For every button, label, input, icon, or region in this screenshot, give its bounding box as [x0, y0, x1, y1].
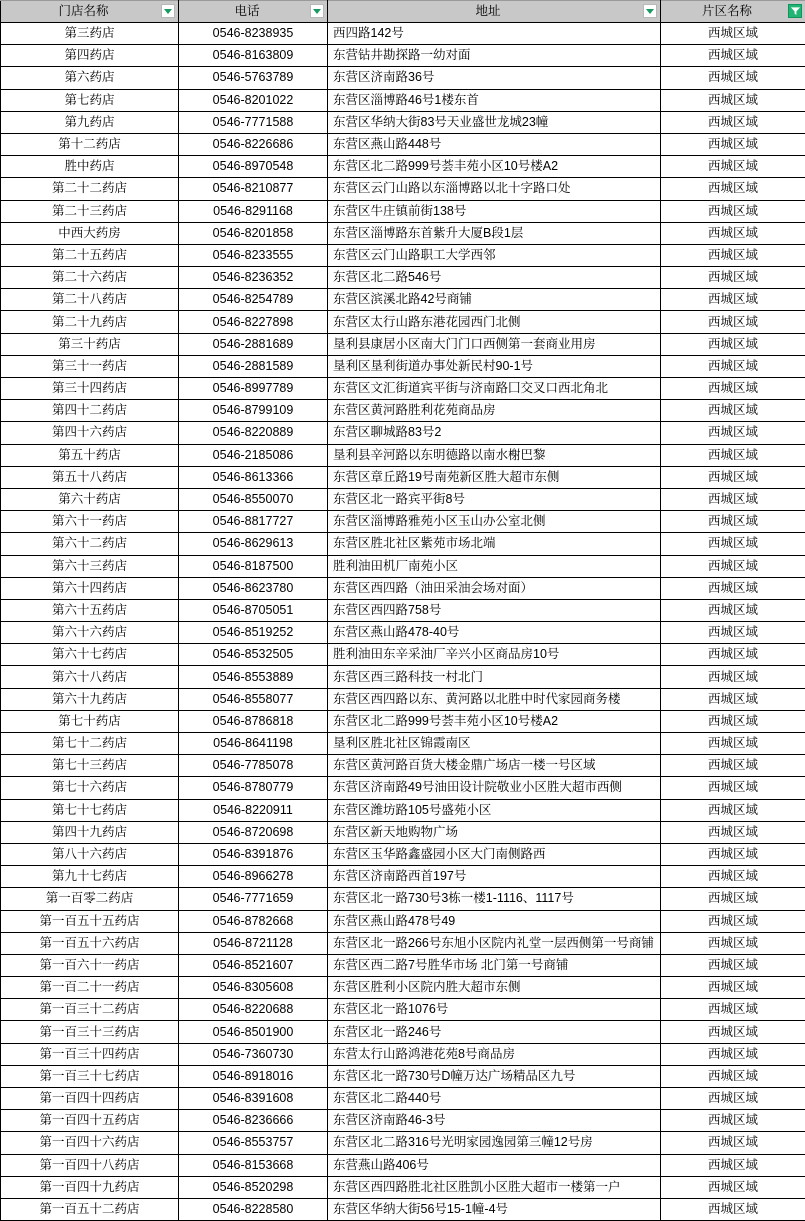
table-row — [1, 400, 805, 422]
cell-area[interactable]: 西城区域 — [661, 156, 805, 178]
cell-name[interactable]: 第六十八药店 — [1, 666, 179, 688]
table-row — [1, 511, 805, 533]
cell-phone[interactable]: 0546-8782668 — [179, 910, 328, 932]
table-row — [1, 67, 805, 89]
column-header-phone[interactable] — [179, 1, 328, 23]
cell-area[interactable]: 西城区域 — [661, 954, 805, 976]
cell-phone[interactable]: 0546-8997789 — [179, 378, 328, 400]
cell-area[interactable]: 西城区域 — [661, 577, 805, 599]
cell-addr[interactable]: 东营区北一路246号 — [328, 1021, 661, 1043]
table-row — [1, 244, 805, 266]
cell-area[interactable]: 西城区域 — [661, 866, 805, 888]
cell-area[interactable]: 西城区域 — [661, 888, 805, 910]
cell-addr[interactable]: 胜利油田东辛采油厂辛兴小区商品房10号 — [328, 644, 661, 666]
cell-area[interactable]: 西城区域 — [661, 533, 805, 555]
cell-name[interactable]: 第二十二药店 — [1, 178, 179, 200]
cell-addr[interactable]: 东营区牛庄镇前街138号 — [328, 200, 661, 222]
cell-addr[interactable]: 垦利区胜北社区锦霞南区 — [328, 733, 661, 755]
cell-addr[interactable]: 东营区燕山路478-40号 — [328, 622, 661, 644]
cell-addr[interactable]: 东营区淄博路东首紫升大厦B段1层 — [328, 222, 661, 244]
cell-phone[interactable]: 0546-2881689 — [179, 333, 328, 355]
table-row — [1, 200, 805, 222]
cell-name[interactable]: 第一百四十四药店 — [1, 1088, 179, 1110]
cell-phone[interactable]: 0546-8629613 — [179, 533, 328, 555]
cell-name[interactable]: 第七药店 — [1, 89, 179, 111]
cell-phone[interactable]: 0546-5763789 — [179, 67, 328, 89]
cell-name[interactable]: 第七十三药店 — [1, 755, 179, 777]
cell-area[interactable]: 西城区域 — [661, 422, 805, 444]
cell-area[interactable]: 西城区域 — [661, 710, 805, 732]
table-row — [1, 1176, 805, 1198]
cell-area[interactable]: 西城区域 — [661, 666, 805, 688]
cell-addr[interactable]: 东营区北一路730号D幢万达广场精品区九号 — [328, 1065, 661, 1087]
cell-name[interactable]: 第六十四药店 — [1, 577, 179, 599]
cell-phone[interactable]: 0546-8553889 — [179, 666, 328, 688]
cell-phone[interactable]: 0546-8220688 — [179, 999, 328, 1021]
cell-area[interactable]: 西城区域 — [661, 1110, 805, 1132]
cell-area[interactable]: 西城区域 — [661, 333, 805, 355]
cell-phone[interactable]: 0546-8918016 — [179, 1065, 328, 1087]
cell-phone[interactable]: 0546-8780779 — [179, 777, 328, 799]
table-row — [1, 577, 805, 599]
table-row — [1, 910, 805, 932]
cell-name[interactable]: 第一百六十一药店 — [1, 954, 179, 976]
cell-addr[interactable]: 东营区文汇街道宾平街与济南路囗交叉口西北角北 — [328, 378, 661, 400]
cell-name[interactable]: 第四十六药店 — [1, 422, 179, 444]
cell-phone[interactable]: 0546-8163809 — [179, 45, 328, 67]
cell-addr[interactable]: 东营区西四路（油田采油会场对面） — [328, 577, 661, 599]
filter-dropdown-icon-address[interactable] — [643, 4, 657, 18]
cell-addr[interactable]: 东营区云门山路职工大学西邻 — [328, 244, 661, 266]
cell-addr[interactable]: 东营区潍坊路105号盛苑小区 — [328, 799, 661, 821]
cell-name[interactable]: 第十二药店 — [1, 133, 179, 155]
cell-phone[interactable]: 0546-8623780 — [179, 577, 328, 599]
column-header-phone-label: 电话 — [179, 2, 327, 21]
cell-area[interactable]: 西城区域 — [661, 111, 805, 133]
cell-phone[interactable]: 0546-7360730 — [179, 1043, 328, 1065]
cell-area[interactable]: 西城区域 — [661, 1043, 805, 1065]
cell-addr[interactable]: 东营区聊城路83号2 — [328, 422, 661, 444]
table-row — [1, 954, 805, 976]
cell-area[interactable]: 西城区域 — [661, 688, 805, 710]
cell-name[interactable]: 第二十五药店 — [1, 244, 179, 266]
table-header — [1, 1, 805, 23]
cell-phone[interactable]: 0546-8210877 — [179, 178, 328, 200]
column-header-address-label: 地址 — [328, 2, 660, 21]
table-row — [1, 355, 805, 377]
cell-phone[interactable]: 0546-8201858 — [179, 222, 328, 244]
table-row — [1, 378, 805, 400]
cell-phone[interactable]: 0546-8721128 — [179, 932, 328, 954]
table-row — [1, 488, 805, 510]
cell-addr[interactable]: 东营区济南路49号油田设计院敬业小区胜大超市西侧 — [328, 777, 661, 799]
table-row — [1, 555, 805, 577]
cell-addr[interactable]: 东营钻井勘探路一幼对面 — [328, 45, 661, 67]
cell-area[interactable]: 西城区域 — [661, 755, 805, 777]
cell-phone[interactable]: 0546-8187500 — [179, 555, 328, 577]
cell-name[interactable]: 第八十六药店 — [1, 843, 179, 865]
table-row — [1, 89, 805, 111]
cell-name[interactable]: 第六十六药店 — [1, 622, 179, 644]
cell-name[interactable]: 第四药店 — [1, 45, 179, 67]
cell-addr[interactable]: 东营区云门山路以东淄博路以北十字路口处 — [328, 178, 661, 200]
table-row — [1, 999, 805, 1021]
table-row — [1, 1065, 805, 1087]
column-header-store-name[interactable] — [1, 1, 179, 23]
cell-area[interactable]: 西城区域 — [661, 1154, 805, 1176]
cell-addr[interactable]: 东营区淄博路46号1楼东首 — [328, 89, 661, 111]
cell-name[interactable]: 第四十九药店 — [1, 821, 179, 843]
cell-name[interactable]: 第一百四十五药店 — [1, 1110, 179, 1132]
table-row — [1, 178, 805, 200]
cell-area[interactable]: 西城区域 — [661, 400, 805, 422]
table-row — [1, 866, 805, 888]
cell-area[interactable]: 西城区域 — [661, 200, 805, 222]
cell-addr[interactable]: 东营区燕山路448号 — [328, 133, 661, 155]
cell-phone[interactable]: 0546-8970548 — [179, 156, 328, 178]
table-row — [1, 466, 805, 488]
cell-addr[interactable]: 垦利县康居小区南大门门口西侧第一套商业用房 — [328, 333, 661, 355]
cell-phone[interactable]: 0546-2881589 — [179, 355, 328, 377]
table-row — [1, 843, 805, 865]
cell-area[interactable]: 西城区域 — [661, 821, 805, 843]
cell-addr[interactable]: 东营燕山路406号 — [328, 1154, 661, 1176]
cell-area[interactable]: 西城区域 — [661, 644, 805, 666]
cell-area[interactable]: 西城区域 — [661, 1176, 805, 1198]
cell-addr[interactable]: 东营区北二路316号光明家园逸园第三幢12号房 — [328, 1132, 661, 1154]
cell-area[interactable]: 西城区域 — [661, 244, 805, 266]
cell-phone[interactable]: 0546-7785078 — [179, 755, 328, 777]
table-row — [1, 23, 805, 45]
chevron-down-icon — [164, 9, 172, 14]
cell-addr[interactable]: 东营区燕山路478号49 — [328, 910, 661, 932]
cell-area[interactable]: 西城区域 — [661, 267, 805, 289]
cell-phone[interactable]: 0546-8558077 — [179, 688, 328, 710]
header-row — [1, 1, 805, 23]
table-row — [1, 644, 805, 666]
cell-area[interactable]: 西城区域 — [661, 1021, 805, 1043]
filter-dropdown-icon-store-name[interactable] — [161, 4, 175, 18]
cell-addr[interactable]: 东营区太行山路东港花园西门北侧 — [328, 311, 661, 333]
cell-addr[interactable]: 东营区华纳大街83号天业盛世龙城23幢 — [328, 111, 661, 133]
cell-addr[interactable]: 东营区北二路546号 — [328, 267, 661, 289]
table-row — [1, 1021, 805, 1043]
cell-name[interactable]: 第三十四药店 — [1, 378, 179, 400]
cell-name[interactable]: 第六十一药店 — [1, 511, 179, 533]
cell-area[interactable]: 西城区域 — [661, 133, 805, 155]
cell-area[interactable]: 西城区域 — [661, 67, 805, 89]
cell-addr[interactable]: 东营区胜利小区院内胜大超市东侧 — [328, 977, 661, 999]
cell-name[interactable]: 第一百三十二药店 — [1, 999, 179, 1021]
table-row — [1, 666, 805, 688]
filter-dropdown-icon-phone[interactable] — [310, 4, 324, 18]
cell-name[interactable]: 第六十七药店 — [1, 644, 179, 666]
cell-name[interactable]: 第六十药店 — [1, 488, 179, 510]
cell-phone[interactable]: 0546-8817727 — [179, 511, 328, 533]
cell-phone[interactable]: 0546-8519252 — [179, 622, 328, 644]
table-row — [1, 733, 805, 755]
cell-name[interactable]: 第六药店 — [1, 67, 179, 89]
cell-name[interactable]: 第一百五十六药店 — [1, 932, 179, 954]
cell-area[interactable]: 西城区域 — [661, 45, 805, 67]
cell-addr[interactable]: 东营区北一路730号3栋一楼1-1116、1117号 — [328, 888, 661, 910]
cell-addr[interactable]: 东营区西二路7号胜华市场 北门第一号商铺 — [328, 954, 661, 976]
cell-addr[interactable]: 东营区北一路宾平街8号 — [328, 488, 661, 510]
table-row — [1, 1154, 805, 1176]
cell-name[interactable]: 第六十三药店 — [1, 555, 179, 577]
cell-area[interactable]: 西城区域 — [661, 1088, 805, 1110]
cell-area[interactable]: 西城区域 — [661, 289, 805, 311]
cell-name[interactable]: 第一百四十九药店 — [1, 1176, 179, 1198]
table-row — [1, 755, 805, 777]
chevron-down-icon — [313, 9, 321, 14]
cell-addr[interactable]: 东营区玉华路鑫盛园小区大门南侧路西 — [328, 843, 661, 865]
cell-area[interactable]: 西城区域 — [661, 444, 805, 466]
cell-phone[interactable]: 0546-8786818 — [179, 710, 328, 732]
cell-area[interactable]: 西城区域 — [661, 89, 805, 111]
table-row — [1, 1198, 805, 1220]
cell-area[interactable]: 西城区域 — [661, 799, 805, 821]
cell-name[interactable]: 第一百五十二药店 — [1, 1198, 179, 1220]
cell-phone[interactable]: 0546-8236666 — [179, 1110, 328, 1132]
cell-area[interactable]: 西城区域 — [661, 178, 805, 200]
cell-area[interactable]: 西城区域 — [661, 378, 805, 400]
table-row — [1, 1132, 805, 1154]
cell-addr[interactable]: 东营区西三路科技一村北门 — [328, 666, 661, 688]
cell-addr[interactable]: 东营区淄博路雅苑小区玉山办公室北侧 — [328, 511, 661, 533]
cell-phone[interactable]: 0546-8521607 — [179, 954, 328, 976]
cell-name[interactable]: 第一百四十八药店 — [1, 1154, 179, 1176]
cell-phone[interactable]: 0546-8153668 — [179, 1154, 328, 1176]
cell-addr[interactable]: 胜利油田机厂南苑小区 — [328, 555, 661, 577]
cell-phone[interactable]: 0546-8641198 — [179, 733, 328, 755]
cell-area[interactable]: 西城区域 — [661, 733, 805, 755]
cell-name[interactable]: 第七十七药店 — [1, 799, 179, 821]
cell-name[interactable]: 第六十二药店 — [1, 533, 179, 555]
cell-name[interactable]: 第三十药店 — [1, 333, 179, 355]
table-row — [1, 533, 805, 555]
cell-name[interactable]: 第二十三药店 — [1, 200, 179, 222]
table-row — [1, 932, 805, 954]
table-row — [1, 311, 805, 333]
cell-phone[interactable]: 0546-8966278 — [179, 866, 328, 888]
column-header-area[interactable] — [661, 1, 805, 23]
cell-area[interactable]: 西城区域 — [661, 843, 805, 865]
cell-addr[interactable]: 西四路142号 — [328, 23, 661, 45]
cell-name[interactable]: 第二十六药店 — [1, 267, 179, 289]
table-row — [1, 133, 805, 155]
cell-area[interactable]: 西城区域 — [661, 311, 805, 333]
cell-name[interactable]: 第一百三十七药店 — [1, 1065, 179, 1087]
cell-addr[interactable]: 东营区北二路440号 — [328, 1088, 661, 1110]
cell-addr[interactable]: 东营区章丘路19号南苑新区胜大超市东侧 — [328, 466, 661, 488]
table-row — [1, 1088, 805, 1110]
table-row — [1, 799, 805, 821]
cell-addr[interactable]: 东营区黄河路百货大楼金鼎广场店一楼一号区域 — [328, 755, 661, 777]
table-row — [1, 977, 805, 999]
cell-name[interactable]: 第一百四十六药店 — [1, 1132, 179, 1154]
table-row — [1, 289, 805, 311]
cell-phone[interactable]: 0546-2185086 — [179, 444, 328, 466]
table-row — [1, 777, 805, 799]
cell-area[interactable]: 西城区域 — [661, 999, 805, 1021]
cell-area[interactable]: 西城区域 — [661, 555, 805, 577]
cell-name[interactable]: 第七十药店 — [1, 710, 179, 732]
cell-addr[interactable]: 东营区西四路胜北社区胜凯小区胜大超市一楼第一户 — [328, 1176, 661, 1198]
cell-name[interactable]: 第二十九药店 — [1, 311, 179, 333]
table-row — [1, 599, 805, 621]
cell-area[interactable]: 西城区域 — [661, 1198, 805, 1220]
cell-name[interactable]: 中西大药房 — [1, 222, 179, 244]
chevron-down-icon — [646, 9, 654, 14]
cell-phone[interactable]: 0546-8613366 — [179, 466, 328, 488]
cell-name[interactable]: 第九药店 — [1, 111, 179, 133]
cell-name[interactable]: 第三十一药店 — [1, 355, 179, 377]
column-header-store-name-label: 门店名称 — [1, 2, 178, 21]
cell-name[interactable]: 第九十七药店 — [1, 866, 179, 888]
table-row — [1, 111, 805, 133]
cell-area[interactable]: 西城区域 — [661, 977, 805, 999]
cell-addr[interactable]: 东营区华纳大街56号15-1幢-4号 — [328, 1198, 661, 1220]
cell-area[interactable]: 西城区域 — [661, 222, 805, 244]
cell-area[interactable]: 西城区域 — [661, 1065, 805, 1087]
cell-addr[interactable]: 东营区北二路999号荟丰苑小区10号楼A2 — [328, 710, 661, 732]
cell-phone[interactable]: 0546-8520298 — [179, 1176, 328, 1198]
cell-area[interactable]: 西城区域 — [661, 599, 805, 621]
cell-name[interactable]: 第二十八药店 — [1, 289, 179, 311]
table-row — [1, 45, 805, 67]
cell-addr[interactable]: 东营区济南路36号 — [328, 67, 661, 89]
table-row — [1, 156, 805, 178]
cell-phone[interactable]: 0546-8550070 — [179, 488, 328, 510]
cell-phone[interactable]: 0546-8532505 — [179, 644, 328, 666]
table-body — [1, 23, 805, 1221]
table-row — [1, 444, 805, 466]
cell-phone[interactable]: 0546-8720698 — [179, 821, 328, 843]
table-row — [1, 1110, 805, 1132]
table-row — [1, 333, 805, 355]
cell-phone[interactable]: 0546-8254789 — [179, 289, 328, 311]
column-header-address[interactable] — [328, 1, 661, 23]
cell-area[interactable]: 西城区域 — [661, 488, 805, 510]
cell-area[interactable]: 西城区域 — [661, 23, 805, 45]
cell-phone[interactable]: 0546-8391876 — [179, 843, 328, 865]
cell-area[interactable]: 西城区域 — [661, 777, 805, 799]
cell-phone[interactable]: 0546-8391608 — [179, 1088, 328, 1110]
cell-phone[interactable]: 0546-8227898 — [179, 311, 328, 333]
cell-area[interactable]: 西城区域 — [661, 355, 805, 377]
cell-area[interactable]: 西城区域 — [661, 932, 805, 954]
cell-addr[interactable]: 东营区北一路266号东旭小区院内礼堂一层西侧第一号商铺 — [328, 932, 661, 954]
cell-name[interactable]: 第一百五十五药店 — [1, 910, 179, 932]
cell-addr[interactable]: 东营区济南路46-3号 — [328, 1110, 661, 1132]
table-row — [1, 622, 805, 644]
cell-name[interactable]: 第六十九药店 — [1, 688, 179, 710]
cell-phone[interactable]: 0546-8228580 — [179, 1198, 328, 1220]
cell-phone[interactable]: 0546-7771659 — [179, 888, 328, 910]
filter-active-icon-area[interactable] — [788, 4, 802, 18]
cell-phone[interactable]: 0546-8553757 — [179, 1132, 328, 1154]
cell-addr[interactable]: 东营区新天地购物广场 — [328, 821, 661, 843]
cell-phone[interactable]: 0546-8236352 — [179, 267, 328, 289]
cell-area[interactable]: 西城区域 — [661, 910, 805, 932]
cell-phone[interactable]: 0546-8220889 — [179, 422, 328, 444]
cell-phone[interactable]: 0546-8501900 — [179, 1021, 328, 1043]
cell-name[interactable]: 第七十二药店 — [1, 733, 179, 755]
cell-phone[interactable]: 0546-8220911 — [179, 799, 328, 821]
cell-name[interactable]: 第七十六药店 — [1, 777, 179, 799]
cell-addr[interactable]: 东营区西四路以东、黄河路以北胜中时代家园商务楼 — [328, 688, 661, 710]
cell-name[interactable]: 第一百三十四药店 — [1, 1043, 179, 1065]
cell-name[interactable]: 第一百零二药店 — [1, 888, 179, 910]
cell-phone[interactable]: 0546-8233555 — [179, 244, 328, 266]
cell-name[interactable]: 第三药店 — [1, 23, 179, 45]
table-row — [1, 222, 805, 244]
cell-name[interactable]: 第四十二药店 — [1, 400, 179, 422]
cell-addr[interactable]: 东营区滨溪北路42号商铺 — [328, 289, 661, 311]
table-row — [1, 422, 805, 444]
funnel-icon — [790, 5, 801, 17]
cell-addr[interactable]: 东营区黄河路胜利花苑商品房 — [328, 400, 661, 422]
cell-phone[interactable]: 0546-8201022 — [179, 89, 328, 111]
cell-name[interactable]: 第五十药店 — [1, 444, 179, 466]
cell-addr[interactable]: 垦利县辛河路以东明德路以南水榭巴黎 — [328, 444, 661, 466]
cell-phone[interactable]: 0546-8238935 — [179, 23, 328, 45]
table-row — [1, 888, 805, 910]
table-row — [1, 821, 805, 843]
cell-phone[interactable]: 0546-8291168 — [179, 200, 328, 222]
cell-phone[interactable]: 0546-8799109 — [179, 400, 328, 422]
cell-addr[interactable]: 东营区西四路758号 — [328, 599, 661, 621]
cell-phone[interactable]: 0546-8305608 — [179, 977, 328, 999]
cell-phone[interactable]: 0546-8226686 — [179, 133, 328, 155]
cell-phone[interactable]: 0546-7771588 — [179, 111, 328, 133]
table-row — [1, 710, 805, 732]
cell-addr[interactable]: 东营太行山路鸿港花苑8号商品房 — [328, 1043, 661, 1065]
cell-area[interactable]: 西城区域 — [661, 622, 805, 644]
cell-addr[interactable]: 垦利区垦利街道办事处新民村90-1号 — [328, 355, 661, 377]
cell-name[interactable]: 第五十八药店 — [1, 466, 179, 488]
cell-area[interactable]: 西城区域 — [661, 1132, 805, 1154]
cell-addr[interactable]: 东营区胜北社区紫苑市场北端 — [328, 533, 661, 555]
cell-addr[interactable]: 东营区北二路999号荟丰苑小区10号楼A2 — [328, 156, 661, 178]
cell-addr[interactable]: 东营区北一路1076号 — [328, 999, 661, 1021]
cell-name[interactable]: 第一百三十三药店 — [1, 1021, 179, 1043]
cell-addr[interactable]: 东营区济南路西首197号 — [328, 866, 661, 888]
cell-area[interactable]: 西城区域 — [661, 466, 805, 488]
cell-name[interactable]: 胜中药店 — [1, 156, 179, 178]
column-header-area-label: 片区名称 — [661, 2, 805, 21]
table-row — [1, 267, 805, 289]
cell-name[interactable]: 第一百二十一药店 — [1, 977, 179, 999]
table-row — [1, 688, 805, 710]
table-row — [1, 1043, 805, 1065]
cell-name[interactable]: 第六十五药店 — [1, 599, 179, 621]
cell-phone[interactable]: 0546-8705051 — [179, 599, 328, 621]
cell-area[interactable]: 西城区域 — [661, 511, 805, 533]
